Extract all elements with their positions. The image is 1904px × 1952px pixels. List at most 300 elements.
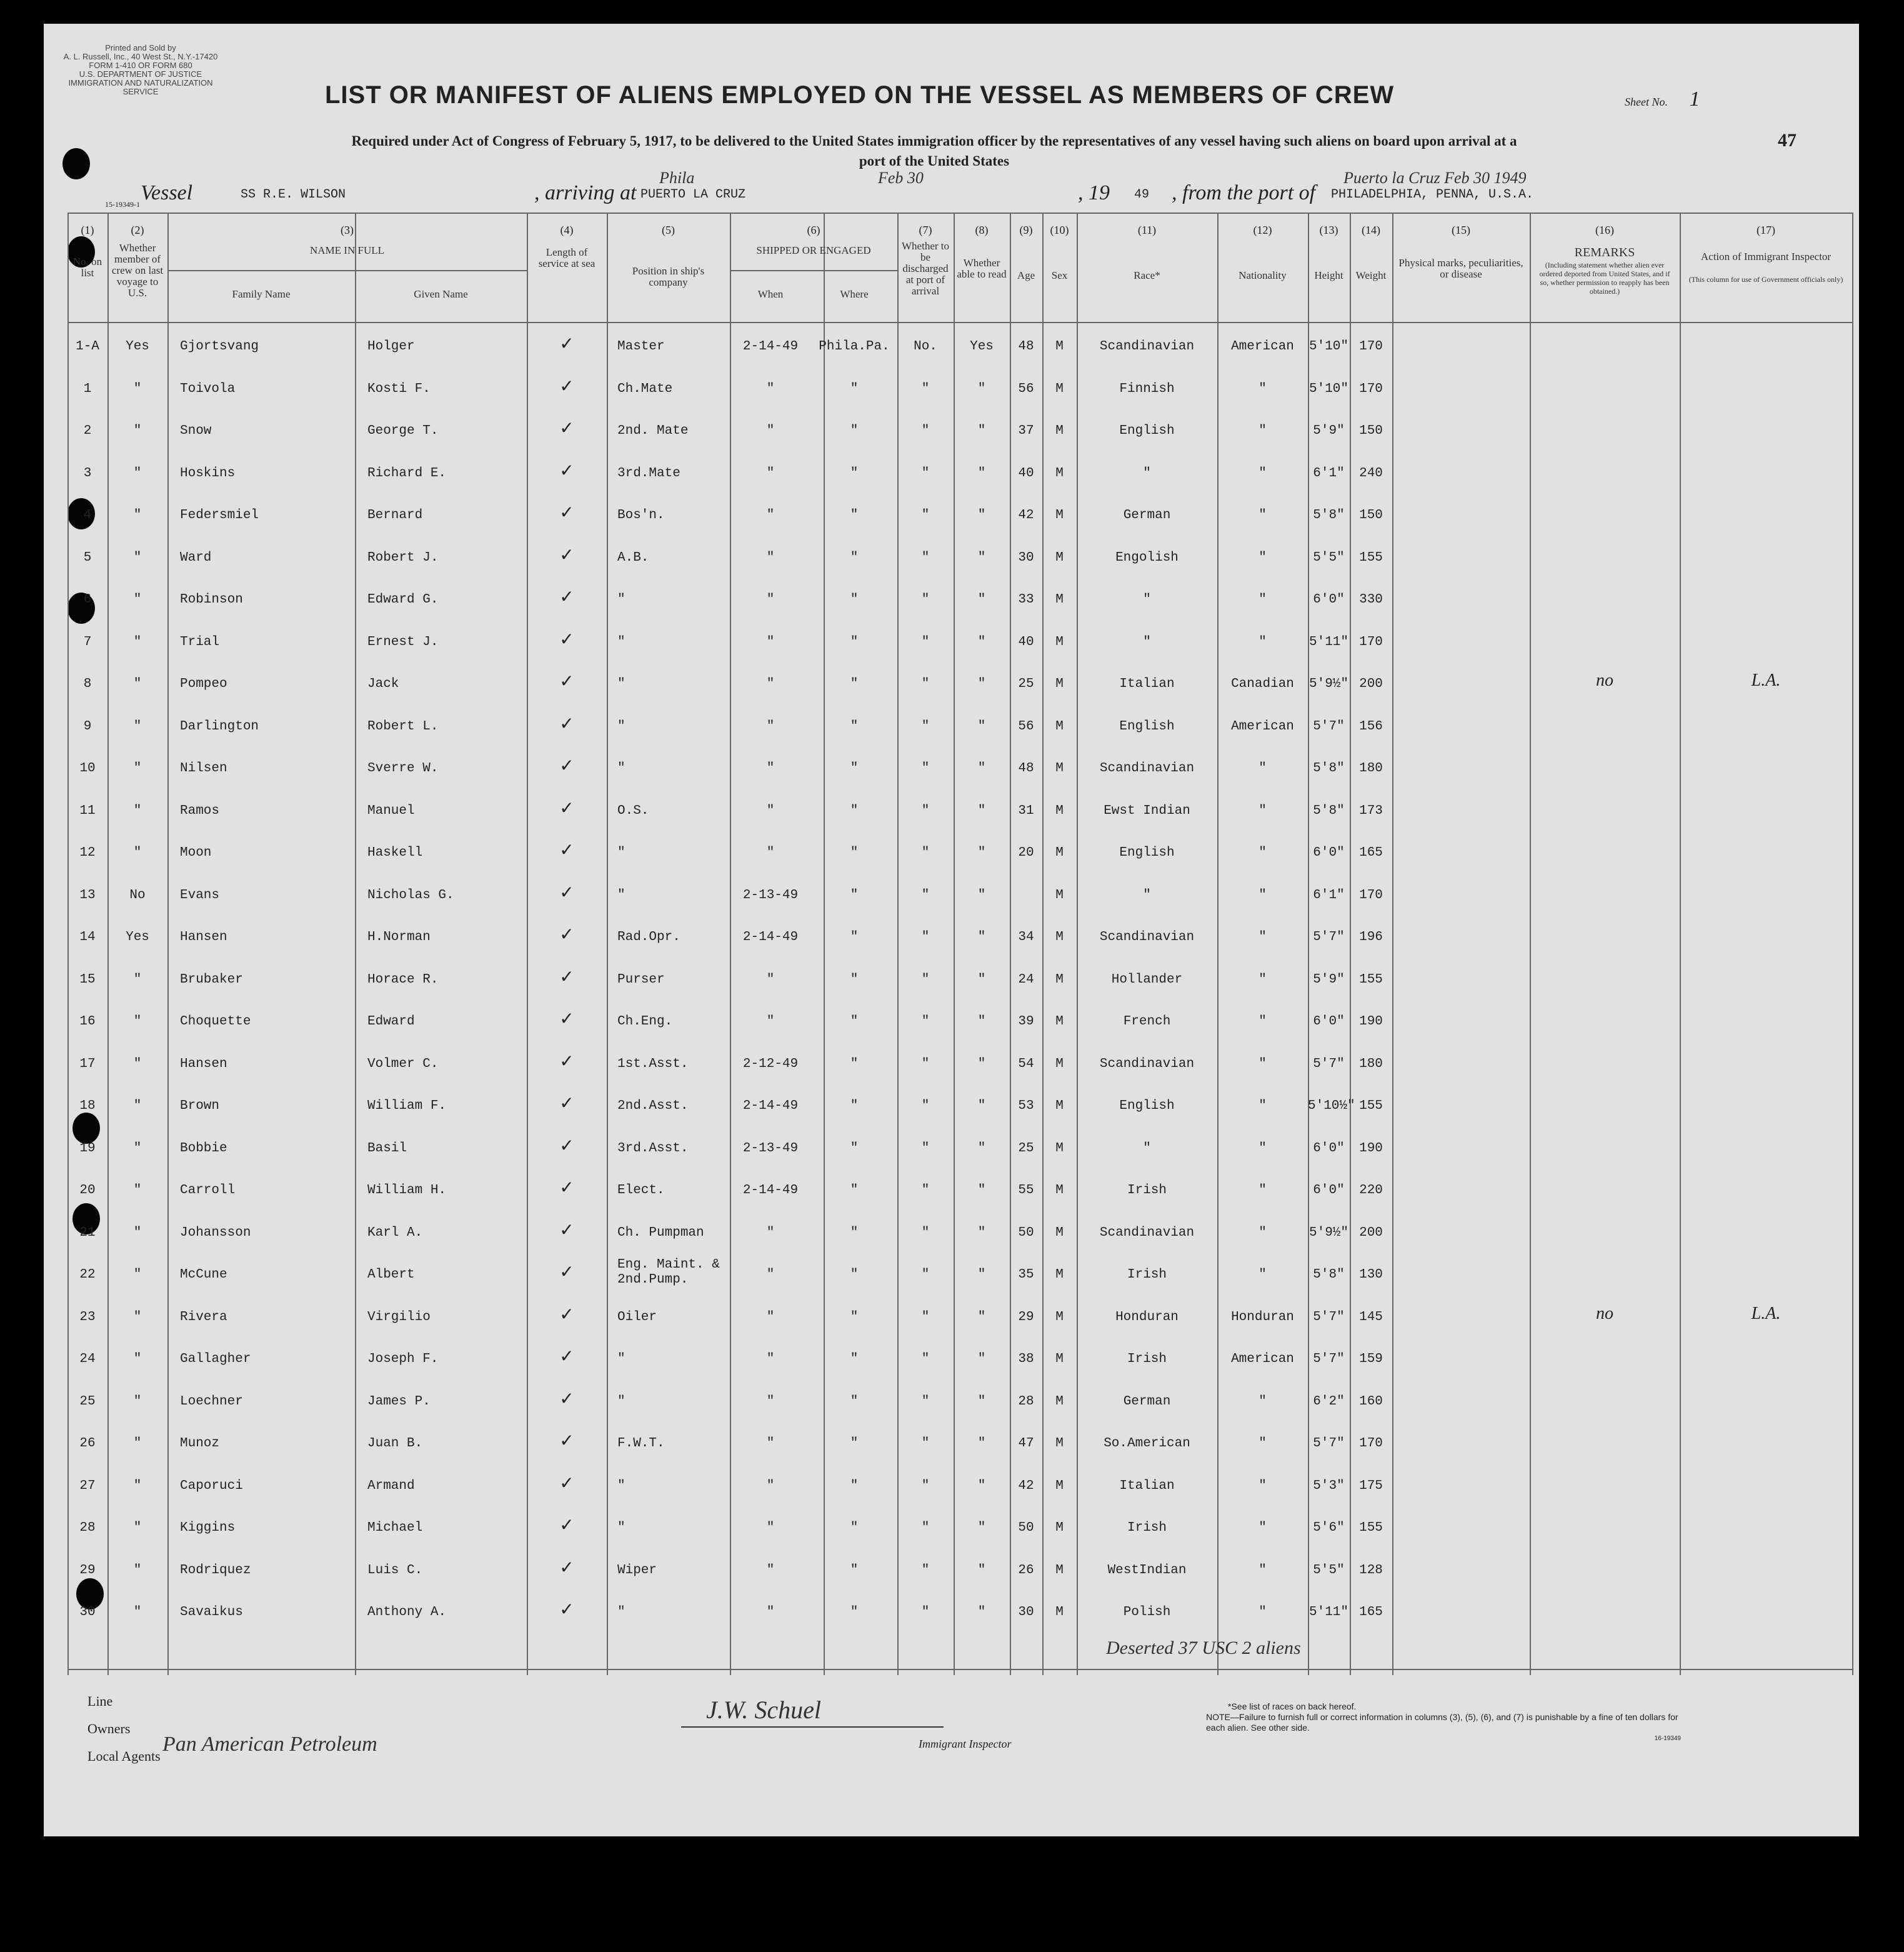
cell-height: 5'7" <box>1313 1309 1345 1324</box>
cell-weight: 173 <box>1359 803 1383 818</box>
from-value: PHILADELPHIA, PENNA, U.S.A. <box>1331 188 1534 202</box>
header-when: When <box>757 288 784 300</box>
cell-read: " <box>977 1014 986 1029</box>
cell-service: ✓ <box>559 1008 574 1029</box>
cell-read: " <box>977 761 986 776</box>
cell-no: 14 <box>79 930 96 944</box>
cell-position: Oiler <box>617 1309 657 1324</box>
line-label: Line <box>87 1693 113 1709</box>
cell-weight: 150 <box>1359 424 1383 438</box>
cell-disch: " <box>921 1225 930 1240</box>
cell-position: 3rd.Mate <box>617 466 680 481</box>
cell-weight: 240 <box>1359 466 1383 481</box>
cell-race: German <box>1123 508 1171 523</box>
cell-no: 18 <box>79 1099 96 1113</box>
sheet-value: 1 <box>1689 88 1700 111</box>
table-row <box>67 1341 1853 1382</box>
cell-age: 40 <box>1018 466 1034 481</box>
cell-given: Kosti F. <box>367 381 431 396</box>
cell-sex: M <box>1055 719 1064 734</box>
cell-read: " <box>977 1268 986 1282</box>
cell-family: Hoskins <box>180 466 236 481</box>
cell-sex: M <box>1055 1563 1064 1578</box>
cell-disch: " <box>921 1563 930 1578</box>
cell-prev: Yes <box>126 930 149 944</box>
table-bottom-rule <box>67 1669 1853 1670</box>
cell-height: 6'0" <box>1313 1183 1345 1198</box>
cell-disch: " <box>921 1605 930 1619</box>
cell-no: 24 <box>79 1352 96 1366</box>
cell-weight: 190 <box>1359 1141 1383 1156</box>
crew-manifest-table <box>67 213 1853 1675</box>
cell-position: Wiper <box>617 1563 657 1578</box>
cell-when: " <box>766 1268 775 1282</box>
cell-disch: " <box>921 1394 930 1409</box>
cell-service: ✓ <box>559 1472 574 1493</box>
cell-height: 5'9" <box>1313 424 1345 438</box>
cell-service: ✓ <box>559 375 574 396</box>
cell-sex: M <box>1055 1225 1064 1240</box>
date-handwritten: Feb 30 <box>878 169 924 187</box>
printer-line: IMMIGRATION AND NATURALIZATION SERVICE <box>68 78 213 96</box>
cell-nat: " <box>1259 930 1267 944</box>
year-label: , 19 <box>1078 181 1110 204</box>
cell-disch: " <box>921 424 930 438</box>
cell-position: Ch.Eng. <box>617 1014 673 1029</box>
cell-no: 7 <box>83 634 92 649</box>
document-subtitle <box>169 131 1700 171</box>
col-num-8: (8) <box>975 224 989 236</box>
cell-when: " <box>766 508 775 523</box>
cell-race: Polish <box>1123 1605 1171 1619</box>
cell-disch: " <box>921 508 930 523</box>
header-member-of-crew: Whether member of crew on last voyage to U.S. <box>111 242 164 299</box>
cell-read: " <box>977 1605 986 1619</box>
cell-age: 35 <box>1018 1268 1034 1282</box>
arriving-label: , arriving at <box>534 181 637 204</box>
cell-sex: M <box>1055 1605 1064 1619</box>
cell-position: " <box>617 761 626 776</box>
cell-race: WestIndian <box>1107 1563 1187 1578</box>
cell-position: Rad.Opr. <box>617 930 680 944</box>
cell-sex: M <box>1055 1014 1064 1029</box>
cell-height: 5'9½" <box>1308 677 1348 691</box>
cell-nat: " <box>1259 1268 1267 1282</box>
cell-weight: 159 <box>1359 1352 1383 1366</box>
cell-age: 39 <box>1018 1014 1034 1029</box>
cell-race: English <box>1119 846 1175 860</box>
cell-race: Irish <box>1127 1268 1167 1282</box>
cell-read: " <box>977 1352 986 1366</box>
cell-age: 42 <box>1018 1478 1034 1493</box>
cell-race: Scandinavian <box>1099 339 1195 354</box>
cell-sex: M <box>1055 593 1064 607</box>
table-row <box>67 1256 1853 1298</box>
header-inspector-action: Action of Immigrant Inspector <box>1700 251 1832 263</box>
cell-family: Loechner <box>180 1394 243 1409</box>
cell-disch: " <box>921 1268 930 1282</box>
manifest-footer <box>87 1688 161 1770</box>
cell-no: 22 <box>79 1268 96 1282</box>
cell-when: 2-13-49 <box>742 1141 799 1156</box>
cell-age: 48 <box>1018 339 1034 354</box>
cell-disch: " <box>921 1056 930 1071</box>
cell-height: 6'1" <box>1313 888 1345 903</box>
cell-nat: " <box>1259 1056 1267 1071</box>
cell-action: L.A. <box>1751 671 1781 690</box>
cell-family: Trial <box>180 634 220 649</box>
cell-no: 23 <box>79 1309 96 1324</box>
cell-service: ✓ <box>559 586 574 607</box>
cell-family: Brown <box>180 1099 220 1113</box>
cell-prev: " <box>133 803 142 818</box>
cell-action: L.A. <box>1751 1303 1781 1323</box>
cell-where: " <box>850 1436 859 1451</box>
cell-position: " <box>617 719 626 734</box>
cell-age: 25 <box>1018 1141 1034 1156</box>
header-bottom-rule <box>67 322 1853 323</box>
cell-prev: " <box>133 1605 142 1619</box>
cell-position: 1st.Asst. <box>617 1056 689 1071</box>
cell-race: " <box>1143 888 1151 903</box>
cell-service: ✓ <box>559 1430 574 1451</box>
cell-when: 2-12-49 <box>742 1056 799 1071</box>
cell-disch: " <box>921 1141 930 1156</box>
cell-remarks: no <box>1596 1303 1613 1323</box>
cell-nat: " <box>1259 846 1267 860</box>
cell-height: 5'7" <box>1313 1056 1345 1071</box>
cell-sex: M <box>1055 1521 1064 1535</box>
cell-family: Carroll <box>180 1183 236 1198</box>
cell-where: " <box>850 1478 859 1493</box>
cell-position: Purser <box>617 972 665 987</box>
cell-where: " <box>850 1183 859 1198</box>
cell-nat: " <box>1259 888 1267 903</box>
cell-age: 50 <box>1018 1225 1034 1240</box>
cell-no: 27 <box>79 1478 96 1493</box>
table-row <box>67 834 1853 876</box>
cell-where: " <box>850 1352 859 1366</box>
cell-service: ✓ <box>559 755 574 776</box>
cell-sex: M <box>1055 339 1064 354</box>
cell-when: " <box>766 1014 775 1029</box>
cell-height: 5'7" <box>1313 1436 1345 1451</box>
cell-where: Phila.Pa. <box>819 339 890 354</box>
cell-where: " <box>850 1563 859 1578</box>
cell-where: " <box>850 677 859 691</box>
cell-disch: " <box>921 1099 930 1113</box>
cell-read: " <box>977 1478 986 1493</box>
cell-position: " <box>617 677 626 691</box>
cell-race: " <box>1143 466 1151 481</box>
cell-sex: M <box>1055 1309 1064 1324</box>
cell-nat: " <box>1259 1014 1267 1029</box>
cell-race: Scandinavian <box>1099 761 1195 776</box>
cell-no: 17 <box>79 1056 96 1071</box>
cell-age: 56 <box>1018 381 1034 396</box>
cell-nat: " <box>1259 761 1267 776</box>
cell-height: 5'5" <box>1313 1563 1345 1578</box>
cell-no: 15 <box>79 972 96 987</box>
cell-no: 12 <box>79 846 96 860</box>
cell-family: McCune <box>180 1268 227 1282</box>
cell-sex: M <box>1055 761 1064 776</box>
cell-family: Brubaker <box>180 972 243 987</box>
cell-sex: M <box>1055 1183 1064 1198</box>
cell-nat: Honduran <box>1231 1309 1294 1324</box>
cell-service: ✓ <box>559 1134 574 1156</box>
cell-position: " <box>617 1605 626 1619</box>
cell-weight: 165 <box>1359 846 1383 860</box>
header-given-name: Given Name <box>414 288 468 300</box>
cell-where: " <box>850 466 859 481</box>
cell-prev: " <box>133 1225 142 1240</box>
cell-disch: " <box>921 972 930 987</box>
cell-height: 5'8" <box>1313 508 1345 523</box>
col-num-4: (4) <box>560 224 574 236</box>
cell-given: Luis C. <box>367 1563 423 1578</box>
cell-prev: " <box>133 1521 142 1535</box>
cell-race: Scandinavian <box>1099 1056 1195 1071</box>
table-row <box>67 1425 1853 1466</box>
cell-height: 5'7" <box>1313 1352 1345 1366</box>
cell-height: 5'8" <box>1313 761 1345 776</box>
cell-service: ✓ <box>559 713 574 734</box>
cell-age: 33 <box>1018 593 1034 607</box>
cell-where: " <box>850 761 859 776</box>
cell-no: 30 <box>79 1605 96 1619</box>
cell-when: " <box>766 424 775 438</box>
cell-weight: 155 <box>1359 550 1383 565</box>
table-row <box>67 1383 1853 1424</box>
cell-family: Hansen <box>180 1056 227 1071</box>
vessel-line <box>141 169 1797 209</box>
cell-sex: M <box>1055 1436 1064 1451</box>
table-row <box>67 877 1853 918</box>
cell-family: Gallagher <box>180 1352 251 1366</box>
col-num-14: (14) <box>1362 224 1380 236</box>
cell-height: 6'0" <box>1313 1141 1345 1156</box>
cell-weight: 196 <box>1359 930 1383 944</box>
cell-when: " <box>766 1352 775 1366</box>
cell-when: 2-13-49 <box>742 888 799 903</box>
deserter-tally: Deserted 37 USC 2 aliens <box>1106 1638 1301 1658</box>
cell-family: Darlington <box>180 719 259 734</box>
cell-service: ✓ <box>559 418 574 438</box>
cell-no: 29 <box>79 1563 96 1578</box>
cell-prev: " <box>133 1309 142 1324</box>
cell-given: Horace R. <box>367 972 439 987</box>
cell-given: Virgilio <box>367 1309 431 1324</box>
cell-position: " <box>617 1478 626 1493</box>
cell-family: Gjortsvang <box>180 339 259 354</box>
cell-disch: " <box>921 930 930 944</box>
cell-weight: 156 <box>1359 719 1383 734</box>
cell-read: " <box>977 719 986 734</box>
cell-family: Pompeo <box>180 677 227 691</box>
cell-when: " <box>766 1225 775 1240</box>
cell-prev: " <box>133 424 142 438</box>
cell-prev: " <box>133 1478 142 1493</box>
cell-disch: " <box>921 761 930 776</box>
vessel-label: Vessel <box>141 181 193 204</box>
cell-weight: 160 <box>1359 1394 1383 1409</box>
cell-race: Italian <box>1119 1478 1175 1493</box>
cell-no: 28 <box>79 1521 96 1535</box>
cell-prev: " <box>133 634 142 649</box>
cell-height: 5'10½" <box>1308 1099 1355 1113</box>
cell-prev: " <box>133 1056 142 1071</box>
table-row <box>67 1046 1853 1087</box>
cell-given: Basil <box>367 1141 407 1156</box>
cell-sex: M <box>1055 930 1064 944</box>
cell-given: Manuel <box>367 803 415 818</box>
cell-race: English <box>1119 1099 1175 1113</box>
cell-service: ✓ <box>559 502 574 523</box>
cell-when: " <box>766 1394 775 1409</box>
cell-where: " <box>850 1521 859 1535</box>
cell-read: " <box>977 803 986 818</box>
inspector-signature: J.W. Schuel <box>706 1696 822 1724</box>
cell-position: Eng. Maint. & 2nd.Pump. <box>617 1258 720 1287</box>
cell-no: 3 <box>83 466 92 481</box>
cell-family: Kiggins <box>180 1521 236 1535</box>
cell-nat: " <box>1259 508 1267 523</box>
cell-weight: 130 <box>1359 1268 1383 1282</box>
table-row <box>67 539 1853 581</box>
cell-weight: 200 <box>1359 1225 1383 1240</box>
cell-when: " <box>766 1605 775 1619</box>
cell-service: ✓ <box>559 1303 574 1324</box>
cell-where: " <box>850 1268 859 1282</box>
cell-when: " <box>766 972 775 987</box>
penalty-note: NOTE—Failure to furnish full or correct information in columns (3), (5), (6), and (7) is punishable by a fine of ten dollars for each alien. See other side. <box>1206 1712 1678 1733</box>
cell-position: 2nd. Mate <box>617 424 689 438</box>
cell-service: ✓ <box>559 924 574 944</box>
cell-service: ✓ <box>559 333 574 354</box>
cell-family: Snow <box>180 424 212 438</box>
cell-disch: " <box>921 593 930 607</box>
header-name-in-full: NAME IN FULL <box>310 244 384 256</box>
cell-where: " <box>850 888 859 903</box>
cell-disch: " <box>921 1014 930 1029</box>
cell-position: 3rd.Asst. <box>617 1141 689 1156</box>
cell-where: " <box>850 1605 859 1619</box>
cell-read: Yes <box>970 339 994 354</box>
cell-when: " <box>766 761 775 776</box>
cell-where: " <box>850 593 859 607</box>
cell-position: F.W.T. <box>617 1436 665 1451</box>
table-row <box>67 1468 1853 1509</box>
cell-nat: " <box>1259 634 1267 649</box>
from-handwritten: Puerto la Cruz Feb 30 1949 <box>1343 169 1527 187</box>
inspector-label: Immigrant Inspector <box>919 1738 1012 1750</box>
agents-signature: Pan American Petroleum <box>162 1733 377 1756</box>
cell-given: Haskell <box>367 846 423 860</box>
cell-no: 21 <box>79 1225 96 1240</box>
cell-weight: 170 <box>1359 634 1383 649</box>
cell-race: " <box>1143 593 1151 607</box>
cell-race: English <box>1119 719 1175 734</box>
cell-service: ✓ <box>559 966 574 987</box>
cell-given: Holger <box>367 339 415 354</box>
header-physical-marks: Physical marks, peculiarities, or disease <box>1398 257 1523 280</box>
cell-prev: " <box>133 1352 142 1366</box>
cell-where: " <box>850 1309 859 1324</box>
col-num-10: (10) <box>1050 224 1069 236</box>
cell-age: 29 <box>1018 1309 1034 1324</box>
cell-given: Robert L. <box>367 719 439 734</box>
header-weight: Weight <box>1355 269 1387 281</box>
cell-prev: " <box>133 761 142 776</box>
cell-service: ✓ <box>559 839 574 860</box>
header-remarks: REMARKS <box>1574 246 1635 259</box>
cell-age: 56 <box>1018 719 1034 734</box>
cell-nat: " <box>1259 381 1267 396</box>
col-num-17: (17) <box>1757 224 1775 236</box>
cell-prev: " <box>133 550 142 565</box>
col-num-6: (6) <box>807 224 820 236</box>
cell-family: Johansson <box>180 1225 251 1240</box>
punch-hole <box>62 148 90 179</box>
cell-height: 6'0" <box>1313 593 1345 607</box>
cell-position: " <box>617 1352 626 1366</box>
cell-nat: " <box>1259 1141 1267 1156</box>
cell-weight: 330 <box>1359 593 1383 607</box>
header-inspector-note: (This column for use of Government officials only) <box>1688 275 1843 284</box>
table-row <box>67 961 1853 1003</box>
cell-given: Anthony A. <box>367 1605 447 1619</box>
cell-read: " <box>977 1436 986 1451</box>
cell-service: ✓ <box>559 628 574 649</box>
table-row <box>67 1552 1853 1593</box>
cell-age: 31 <box>1018 803 1034 818</box>
cell-weight: 200 <box>1359 677 1383 691</box>
cell-weight: 145 <box>1359 1309 1383 1324</box>
cell-given: Jack <box>367 677 399 691</box>
cell-no: 16 <box>79 1014 96 1029</box>
cell-no: 13 <box>79 888 96 903</box>
cell-sex: M <box>1055 1099 1064 1113</box>
cell-read: " <box>977 1563 986 1578</box>
cell-where: " <box>850 634 859 649</box>
cell-service: ✓ <box>559 459 574 481</box>
cell-height: 5'8" <box>1313 1268 1345 1282</box>
cell-given: William F. <box>367 1099 447 1113</box>
cell-sex: M <box>1055 634 1064 649</box>
cell-where: " <box>850 846 859 860</box>
cell-nat: " <box>1259 593 1267 607</box>
printer-line: U.S. DEPARTMENT OF JUSTICE <box>79 69 202 79</box>
table-row <box>67 1509 1853 1551</box>
cell-nat: " <box>1259 1605 1267 1619</box>
cell-no: 2 <box>83 424 92 438</box>
cell-read: " <box>977 381 986 396</box>
cell-weight: 155 <box>1359 1099 1383 1113</box>
cell-race: Engolish <box>1115 550 1179 565</box>
cell-age: 53 <box>1018 1099 1034 1113</box>
cell-prev: " <box>133 1014 142 1029</box>
cell-position: Ch. Pumpman <box>617 1225 704 1240</box>
cell-nat: " <box>1259 1478 1267 1493</box>
cell-age: 48 <box>1018 761 1034 776</box>
page-number: 47 <box>1778 130 1797 151</box>
cell-sex: M <box>1055 550 1064 565</box>
cell-height: 5'11" <box>1308 1605 1348 1619</box>
cell-service: ✓ <box>559 1093 574 1113</box>
cell-disch: " <box>921 677 930 691</box>
cell-when: 2-14-49 <box>742 1183 799 1198</box>
